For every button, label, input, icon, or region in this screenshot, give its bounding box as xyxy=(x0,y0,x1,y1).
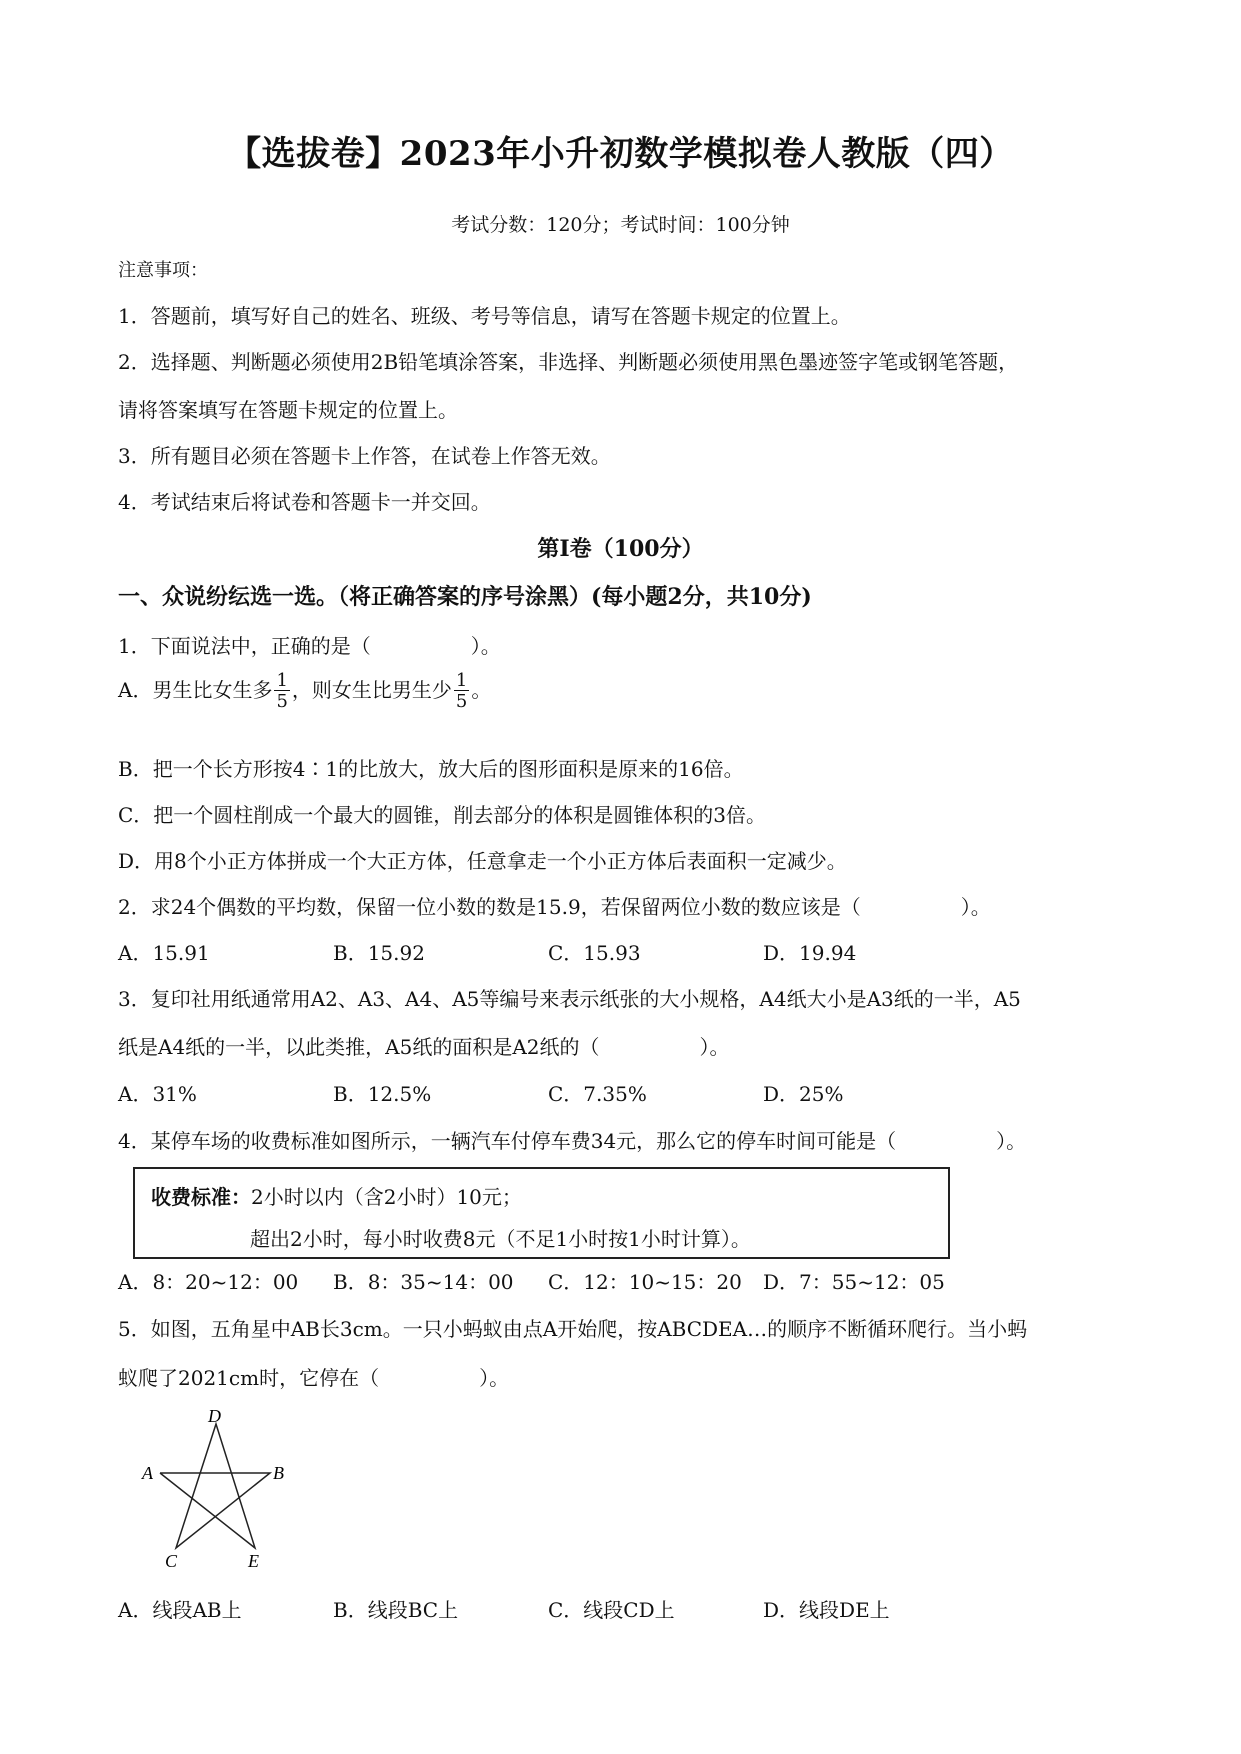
notice-item-4: 4．考试结束后将试卷和答题卡一并交回。 xyxy=(118,490,491,514)
pentagram-figure xyxy=(140,1410,300,1570)
vertex-label-d: D xyxy=(208,1410,221,1426)
q3-option-c: C．7.35% xyxy=(548,1082,647,1106)
fee-standard-line-1 xyxy=(151,1181,522,1210)
part-title: 第I卷（100分） xyxy=(537,536,704,562)
q4-option-a: A．8：20~12：00 xyxy=(118,1270,299,1294)
fee-standard-text-2: 超出2小时，每小时收费8元（不足1小时按1小时计算）。 xyxy=(250,1227,751,1251)
q5-option-a: A．线段AB上 xyxy=(118,1598,242,1622)
notice-item-3: 3．所有题目必须在答题卡上作答，在试卷上作答无效。 xyxy=(118,444,611,468)
notice-item-2: 2．选择题、判断题必须使用2B铅笔填涂答案，非选择、判断题必须使用黑色墨迹签字笔或钢笔答题， xyxy=(118,350,1019,374)
q3-option-a: A．31% xyxy=(118,1082,197,1106)
q2-stem: 2．求24个偶数的平均数，保留一位小数的数是15.9，若保留两位小数的数应该是（ ）。 xyxy=(118,895,991,919)
q1-a-text-2: ，则女生比男生少 xyxy=(291,678,452,702)
q1-a-text-1: A．男生比女生多 xyxy=(118,678,273,702)
q4-option-c: C．12：10~15：20 xyxy=(548,1270,742,1294)
q4-option-b: B．8：35~14：00 xyxy=(333,1270,514,1294)
q3-option-b: B．12.5% xyxy=(333,1082,432,1106)
q1-option-c: C．把一个圆柱削成一个最大的圆锥，削去部分的体积是圆锥体积的3倍。 xyxy=(118,803,767,827)
fraction xyxy=(274,672,289,711)
q1-a-text-3: 。 xyxy=(471,678,492,702)
fraction xyxy=(454,672,469,711)
vertex-label-e: E xyxy=(248,1551,259,1570)
pentagram-lines xyxy=(160,1424,270,1548)
vertex-label-b: B xyxy=(273,1463,284,1483)
q3-stem-line-2: 纸是A4纸的一半，以此类推，A5纸的面积是A2纸的（ ）。 xyxy=(118,1035,730,1059)
exam-info: 考试分数：120分；考试时间：100分钟 xyxy=(451,214,790,236)
q3-stem-line-1: 3．复印社用纸通常用A2、A3、A4、A5等编号来表示纸张的大小规格，A4纸大小是A3纸的一半，A5 xyxy=(118,987,1021,1011)
notice-heading: 注意事项： xyxy=(118,260,208,281)
notice-item-1: 1．答题前，填写好自己的姓名、班级、考号等信息，请写在答题卡规定的位置上。 xyxy=(118,304,851,328)
fraction-denominator: 5 xyxy=(455,691,468,712)
q2-option-a: A．15.91 xyxy=(118,941,210,965)
vertex-label-c: C xyxy=(165,1551,178,1570)
q5-stem-line-2: 蚁爬了2021cm时，它停在（ ）。 xyxy=(118,1366,510,1390)
q4-option-d: D．7：55~12：05 xyxy=(763,1270,945,1294)
q1-option-d: D．用8个小正方体拼成一个大正方体，任意拿走一个小正方体后表面积一定减少。 xyxy=(118,849,847,873)
section-1-heading: 一、众说纷纭选一选。（将正确答案的序号涂黑）(每小题2分，共10分) xyxy=(118,584,812,610)
q5-option-d: D．线段DE上 xyxy=(763,1598,890,1622)
q1-option-b: B．把一个长方形按4∶1的比放大，放大后的图形面积是原来的16倍。 xyxy=(118,757,744,781)
q4-stem: 4．某停车场的收费标准如图所示，一辆汽车付停车费34元，那么它的停车时间可能是（ ）。 xyxy=(118,1129,1027,1153)
fraction-denominator: 5 xyxy=(276,691,288,712)
q5-option-c: C．线段CD上 xyxy=(548,1598,675,1622)
fee-standard-box xyxy=(133,1167,950,1259)
q2-option-c: C．15.93 xyxy=(548,941,641,965)
q2-option-b: B．15.92 xyxy=(333,941,425,965)
fraction-numerator: 1 xyxy=(276,670,288,691)
q1-stem: 1．下面说法中，正确的是（ ）。 xyxy=(118,634,501,658)
fee-standard-text-1: 2小时以内（含2小时）10元； xyxy=(251,1185,522,1209)
q5-option-b: B．线段BC上 xyxy=(333,1598,459,1622)
q2-option-d: D．19.94 xyxy=(763,941,857,965)
vertex-label-a: A xyxy=(142,1463,153,1483)
fee-standard-label: 收费标准： xyxy=(151,1185,251,1209)
q1-option-a xyxy=(118,672,491,711)
q3-option-d: D．25% xyxy=(763,1082,844,1106)
page-title: 【选拔卷】2023年小升初数学模拟卷人教版（四） xyxy=(227,134,1014,174)
q5-stem-line-1: 5．如图，五角星中AB长3cm。一只小蚂蚁由点A开始爬，按ABCDEA…的顺序不断循环爬行。当小蚂 xyxy=(118,1317,1028,1341)
notice-item-2-cont: 请将答案填写在答题卡规定的位置上。 xyxy=(118,398,458,422)
fraction-numerator: 1 xyxy=(455,670,468,691)
